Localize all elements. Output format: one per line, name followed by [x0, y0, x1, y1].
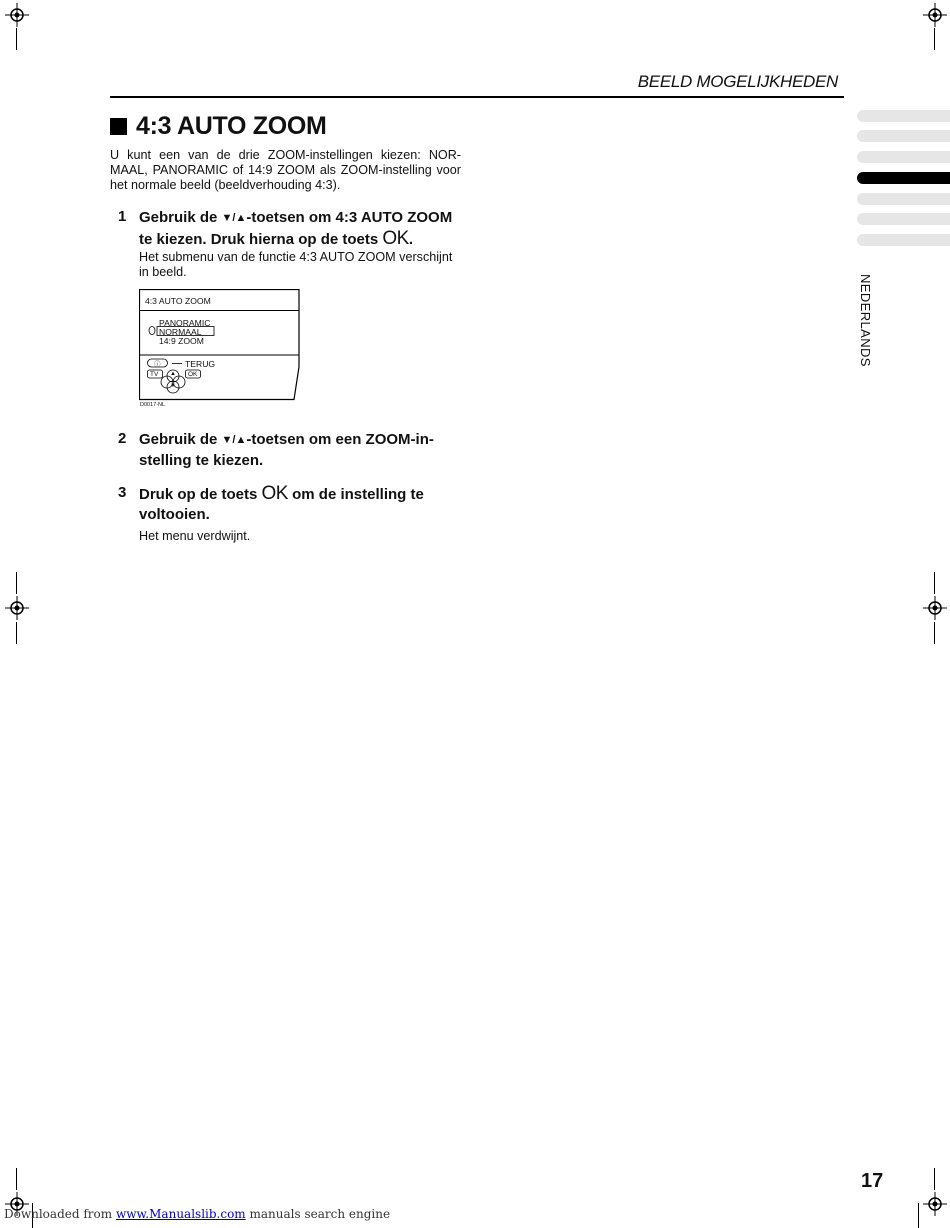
- side-tab: [857, 130, 950, 142]
- ok-key-icon: OK: [382, 227, 409, 249]
- menu-tv-label: TV: [150, 370, 159, 378]
- crop-line: [934, 622, 935, 644]
- menu-option-14-9-zoom: 14:9 ZOOM: [159, 336, 204, 346]
- menu-back-label: TERUG: [185, 359, 216, 369]
- section-header: BEELD MOGELIJKHEDEN: [637, 72, 838, 91]
- figure-code: D0017-NL: [140, 402, 166, 408]
- registration-mark-mid-left: [5, 596, 29, 620]
- crop-line: [16, 28, 17, 50]
- registration-mark-top-right: [923, 3, 947, 27]
- step-number: 2: [118, 430, 127, 447]
- down-up-arrows-icon: ▼/▲: [221, 434, 247, 446]
- step-instruction: Druk op de toets OK om de instelling te voltooien.: [139, 483, 424, 523]
- up-arrow-icon: ▲: [170, 371, 176, 377]
- language-label: NEDERLANDS: [858, 274, 873, 367]
- header-rule: [110, 96, 844, 98]
- page-title-text: 4:3 AUTO ZOOM: [136, 112, 327, 140]
- crop-line: [934, 28, 935, 50]
- bullet-square-icon: [110, 118, 127, 135]
- step-number: 3: [118, 484, 127, 501]
- registration-mark-top-left: [5, 3, 29, 27]
- side-tab: [857, 151, 950, 163]
- menu-ok-label: OK: [188, 370, 198, 378]
- step-instruction: Gebruik de ▼/▲-toetsen om een ZOOM-in-stelling te kiezen.: [139, 431, 434, 469]
- page-number: 17: [861, 1170, 884, 1192]
- download-footer: Downloaded from www.Manualslib.com manuals search engine: [4, 1207, 391, 1221]
- menu-illustration: [139, 289, 300, 401]
- step-note: Het submenu van de functie 4:3 AUTO ZOOM verschijnt in beeld.: [139, 250, 453, 279]
- registration-mark-bottom-right: [923, 1192, 947, 1216]
- menu-option-normaal: NORMAAL: [159, 327, 202, 337]
- crop-line: [934, 572, 935, 594]
- step-number: 1: [118, 208, 127, 225]
- page-title: [110, 112, 327, 141]
- intro-paragraph: U kunt een van de drie ZOOM-instellingen kiezen: NOR-MAAL, PANORAMIC of 14:9 ZOOM als ZOOM-instelling voor het normale beeld (beeldverhouding 4:3).: [110, 148, 461, 192]
- down-up-arrows-icon: ▼/▲: [221, 212, 247, 224]
- down-arrow-icon: ▼: [170, 383, 176, 389]
- menu-info-icon: ⓘ: [154, 361, 161, 368]
- crop-line: [16, 622, 17, 644]
- crop-line: [934, 1168, 935, 1190]
- step-instruction: Gebruik de ▼/▲-toetsen om 4:3 AUTO ZOOM te kiezen. Druk hierna op de toets OK.: [139, 209, 453, 249]
- crop-line: [16, 1168, 17, 1190]
- menu-option-panoramic: PANORAMIC: [159, 318, 211, 328]
- side-tab: [857, 110, 950, 122]
- crop-line: [918, 1203, 919, 1228]
- manualslib-link[interactable]: www.Manualslib.com: [115, 1207, 246, 1221]
- side-tab: [857, 213, 950, 225]
- ok-key-icon: OK: [261, 483, 288, 504]
- crop-line: [16, 572, 17, 594]
- side-tab: [857, 193, 950, 205]
- menu-title: 4:3 AUTO ZOOM: [145, 296, 211, 306]
- side-tab-active: [857, 172, 950, 184]
- registration-mark-mid-right: [923, 596, 947, 620]
- step-note: Het menu verdwijnt.: [139, 529, 251, 543]
- side-tab: [857, 234, 950, 246]
